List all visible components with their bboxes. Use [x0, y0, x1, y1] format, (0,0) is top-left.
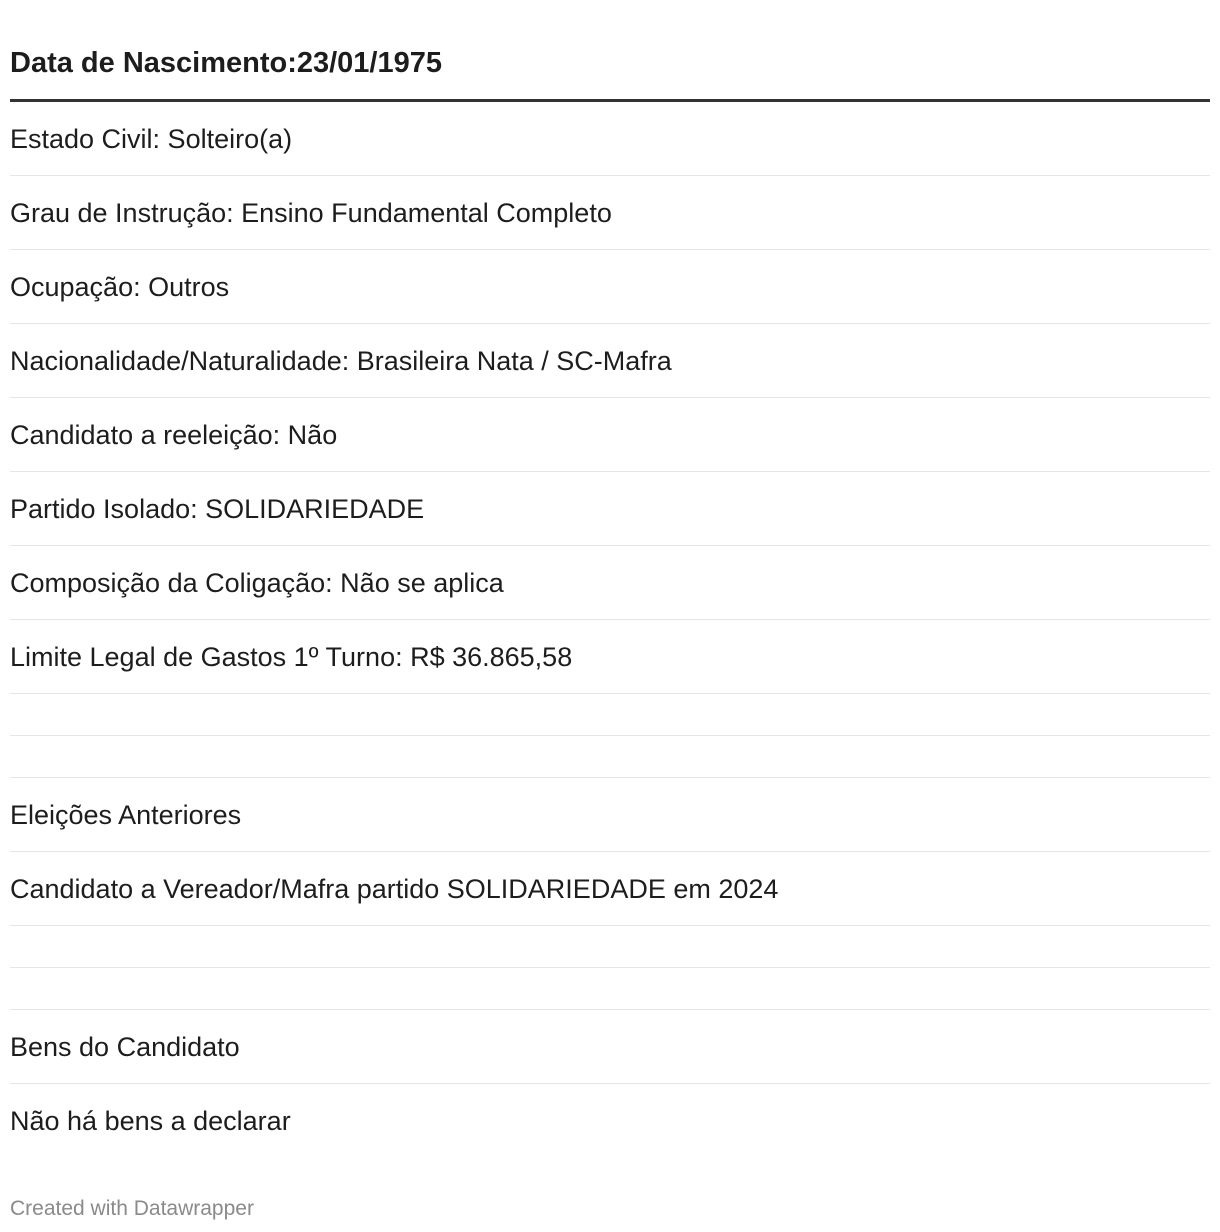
- table-cell: Composição da Coligação: Não se aplica: [10, 567, 504, 598]
- table-row-eleicoes-anteriores: [10, 778, 1210, 852]
- data-table: [10, 0, 1210, 1158]
- table-row-reeleicao: [10, 398, 1210, 472]
- table-header-row: [10, 0, 1210, 102]
- table-cell: Nacionalidade/Naturalidade: Brasileira Nata / SC-Mafra: [10, 345, 672, 376]
- table-row-ocupacao: [10, 250, 1210, 324]
- table-row-bens-titulo: [10, 1010, 1210, 1084]
- table-cell: Bens do Candidato: [10, 1031, 240, 1062]
- table-row-empty: [10, 968, 1210, 1010]
- table-row-estado-civil: [10, 102, 1210, 176]
- table-row-candidatura-anterior: [10, 852, 1210, 926]
- table-cell: Limite Legal de Gastos 1º Turno: R$ 36.865,58: [10, 641, 573, 672]
- table-cell: Estado Civil: Solteiro(a): [10, 123, 293, 154]
- table-row-empty: [10, 736, 1210, 778]
- table-row-bens: [10, 1084, 1210, 1158]
- table-row-nacionalidade: [10, 324, 1210, 398]
- table-cell: Candidato a reeleição: Não: [10, 419, 338, 450]
- table-row-coligacao: [10, 546, 1210, 620]
- table-cell: Candidato a Vereador/Mafra partido SOLIDARIEDADE em 2024: [10, 873, 779, 904]
- table-row-empty: [10, 926, 1210, 968]
- table-cell: Partido Isolado: SOLIDARIEDADE: [10, 493, 425, 524]
- table-cell: Eleições Anteriores: [10, 799, 242, 830]
- table-row-grau-instrucao: [10, 176, 1210, 250]
- table-cell: Não há bens a declarar: [10, 1106, 291, 1136]
- table-header-cell: Data de Nascimento:23/01/1975: [10, 47, 442, 79]
- table-row-partido: [10, 472, 1210, 546]
- table-row-limite-gastos: [10, 620, 1210, 694]
- table-cell: Grau de Instrução: Ensino Fundamental Completo: [10, 197, 612, 228]
- footer-credit: Created with Datawrapper: [10, 1197, 254, 1220]
- table-row-empty: [10, 694, 1210, 736]
- table-cell: Ocupação: Outros: [10, 271, 230, 302]
